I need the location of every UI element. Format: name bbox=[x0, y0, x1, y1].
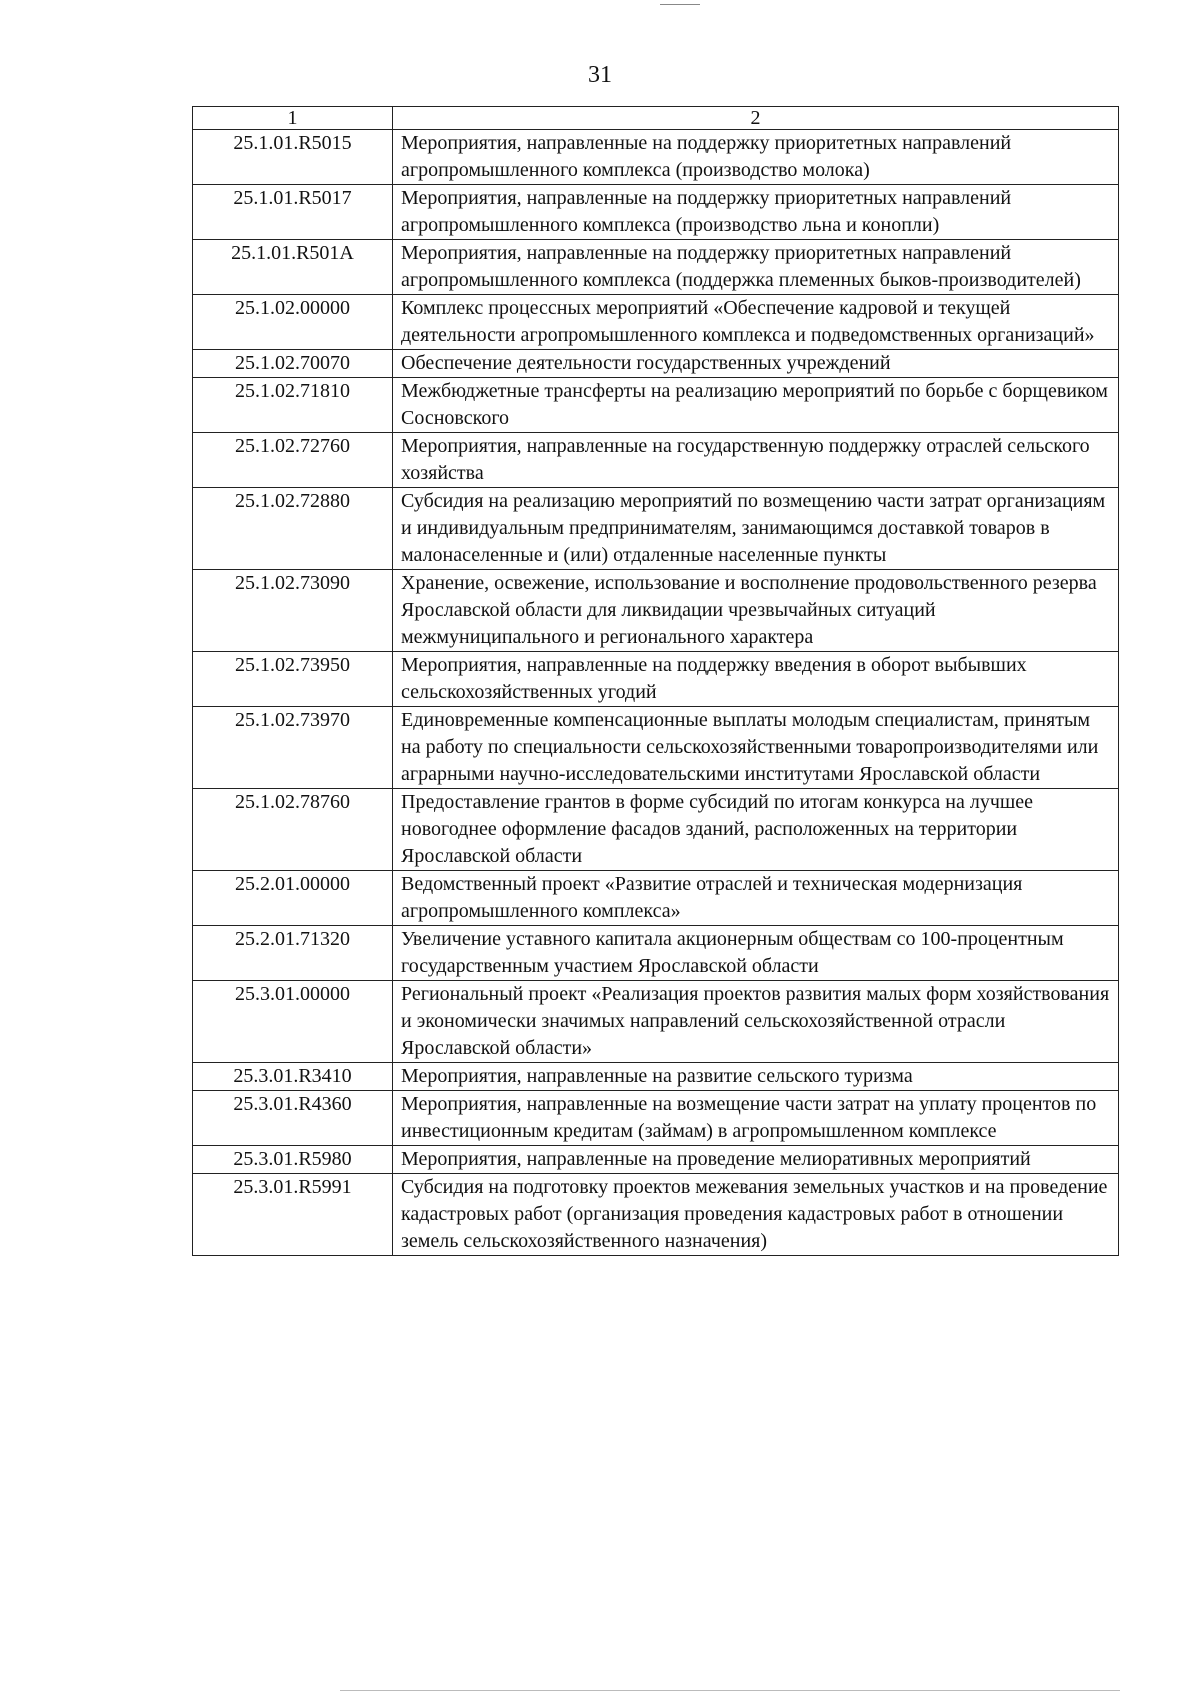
row-code: 25.1.02.78760 bbox=[193, 789, 393, 871]
row-description: Мероприятия, направленные на поддержку приоритетных направлений агропромышленного комплекса (производство молока) bbox=[393, 130, 1119, 185]
table-row bbox=[193, 350, 1119, 378]
classification-table bbox=[192, 106, 1119, 1256]
row-description: Комплекс процессных мероприятий «Обеспечение кадровой и текущей деятельности агропромышленного комплекса и подведомственных организаций» bbox=[393, 295, 1119, 350]
row-code: 25.3.01.R5991 bbox=[193, 1174, 393, 1256]
table-row bbox=[193, 570, 1119, 652]
table-row bbox=[193, 926, 1119, 981]
row-code: 25.3.01.R3410 bbox=[193, 1063, 393, 1091]
table-row bbox=[193, 1146, 1119, 1174]
table-row bbox=[193, 652, 1119, 707]
table-row bbox=[193, 789, 1119, 871]
row-code: 25.1.02.73970 bbox=[193, 707, 393, 789]
row-description: Мероприятия, направленные на поддержку введения в оборот выбывших сельскохозяйственных угодий bbox=[393, 652, 1119, 707]
row-description: Субсидия на подготовку проектов межевания земельных участков и на проведение кадастровых работ (организация проведения кадастровых работ в отношении земель сельскохозяйственного назначения) bbox=[393, 1174, 1119, 1256]
row-code: 25.1.01.R5015 bbox=[193, 130, 393, 185]
row-code: 25.1.02.72880 bbox=[193, 488, 393, 570]
row-code: 25.1.02.70070 bbox=[193, 350, 393, 378]
table-row bbox=[193, 240, 1119, 295]
row-code: 25.2.01.00000 bbox=[193, 871, 393, 926]
row-code: 25.3.01.R5980 bbox=[193, 1146, 393, 1174]
row-description: Единовременные компенсационные выплаты молодым специалистам, принятым на работу по специальности сельскохозяйственными товаропроизводителями или аграрными научно-исследовательскими институтами Ярославской области bbox=[393, 707, 1119, 789]
row-description: Мероприятия, направленные на поддержку приоритетных направлений агропромышленного комплекса (поддержка племенных быков-производителей) bbox=[393, 240, 1119, 295]
table-header-row bbox=[193, 107, 1119, 130]
row-code: 25.3.01.00000 bbox=[193, 981, 393, 1063]
row-description: Межбюджетные трансферты на реализацию мероприятий по борьбе с борщевиком Сосновского bbox=[393, 378, 1119, 433]
row-description: Региональный проект «Реализация проектов развития малых форм хозяйствования и экономически значимых направлений сельскохозяйственной отрасли Ярославской области» bbox=[393, 981, 1119, 1063]
row-description: Мероприятия, направленные на развитие сельского туризма bbox=[393, 1063, 1119, 1091]
row-description: Предоставление грантов в форме субсидий по итогам конкурса на лучшее новогоднее оформление фасадов зданий, расположенных на территории Ярославской области bbox=[393, 789, 1119, 871]
table-row bbox=[193, 871, 1119, 926]
table-row bbox=[193, 707, 1119, 789]
row-description: Мероприятия, направленные на возмещение части затрат на уплату процентов по инвестиционным кредитам (займам) в агропромышленном комплексе bbox=[393, 1091, 1119, 1146]
table-row bbox=[193, 1063, 1119, 1091]
row-code: 25.1.01.R501A bbox=[193, 240, 393, 295]
row-code: 25.1.01.R5017 bbox=[193, 185, 393, 240]
column-header-code: 1 bbox=[193, 107, 393, 130]
scan-artifact-top bbox=[660, 4, 700, 5]
row-code: 25.1.02.73090 bbox=[193, 570, 393, 652]
row-description: Ведомственный проект «Развитие отраслей и техническая модернизация агропромышленного комплекса» bbox=[393, 871, 1119, 926]
row-code: 25.1.02.00000 bbox=[193, 295, 393, 350]
table-row bbox=[193, 488, 1119, 570]
row-description: Увеличение уставного капитала акционерным обществам со 100-процентным государственным участием Ярославской области bbox=[393, 926, 1119, 981]
page-number: 31 bbox=[588, 62, 612, 88]
row-code: 25.1.02.73950 bbox=[193, 652, 393, 707]
table-row bbox=[193, 981, 1119, 1063]
row-description: Обеспечение деятельности государственных учреждений bbox=[393, 350, 1119, 378]
row-description: Мероприятия, направленные на государственную поддержку отраслей сельского хозяйства bbox=[393, 433, 1119, 488]
table-row bbox=[193, 433, 1119, 488]
row-code: 25.1.02.72760 bbox=[193, 433, 393, 488]
table-row bbox=[193, 185, 1119, 240]
scan-artifact-bottom bbox=[340, 1690, 1120, 1691]
row-description: Мероприятия, направленные на проведение мелиоративных мероприятий bbox=[393, 1146, 1119, 1174]
table-row bbox=[193, 378, 1119, 433]
row-code: 25.2.01.71320 bbox=[193, 926, 393, 981]
table-row bbox=[193, 1174, 1119, 1256]
row-description: Субсидия на реализацию мероприятий по возмещению части затрат организациям и индивидуальным предпринимателям, занимающимся доставкой товаров в малонаселенные и (или) отдаленные населенные пункты bbox=[393, 488, 1119, 570]
table-row bbox=[193, 1091, 1119, 1146]
row-description: Мероприятия, направленные на поддержку приоритетных направлений агропромышленного комплекса (производство льна и конопли) bbox=[393, 185, 1119, 240]
row-description: Хранение, освежение, использование и восполнение продовольственного резерва Ярославской области для ликвидации чрезвычайных ситуаций межмуниципального и регионального характера bbox=[393, 570, 1119, 652]
column-header-description: 2 bbox=[393, 107, 1119, 130]
table-row bbox=[193, 295, 1119, 350]
row-code: 25.1.02.71810 bbox=[193, 378, 393, 433]
table-row bbox=[193, 130, 1119, 185]
row-code: 25.3.01.R4360 bbox=[193, 1091, 393, 1146]
